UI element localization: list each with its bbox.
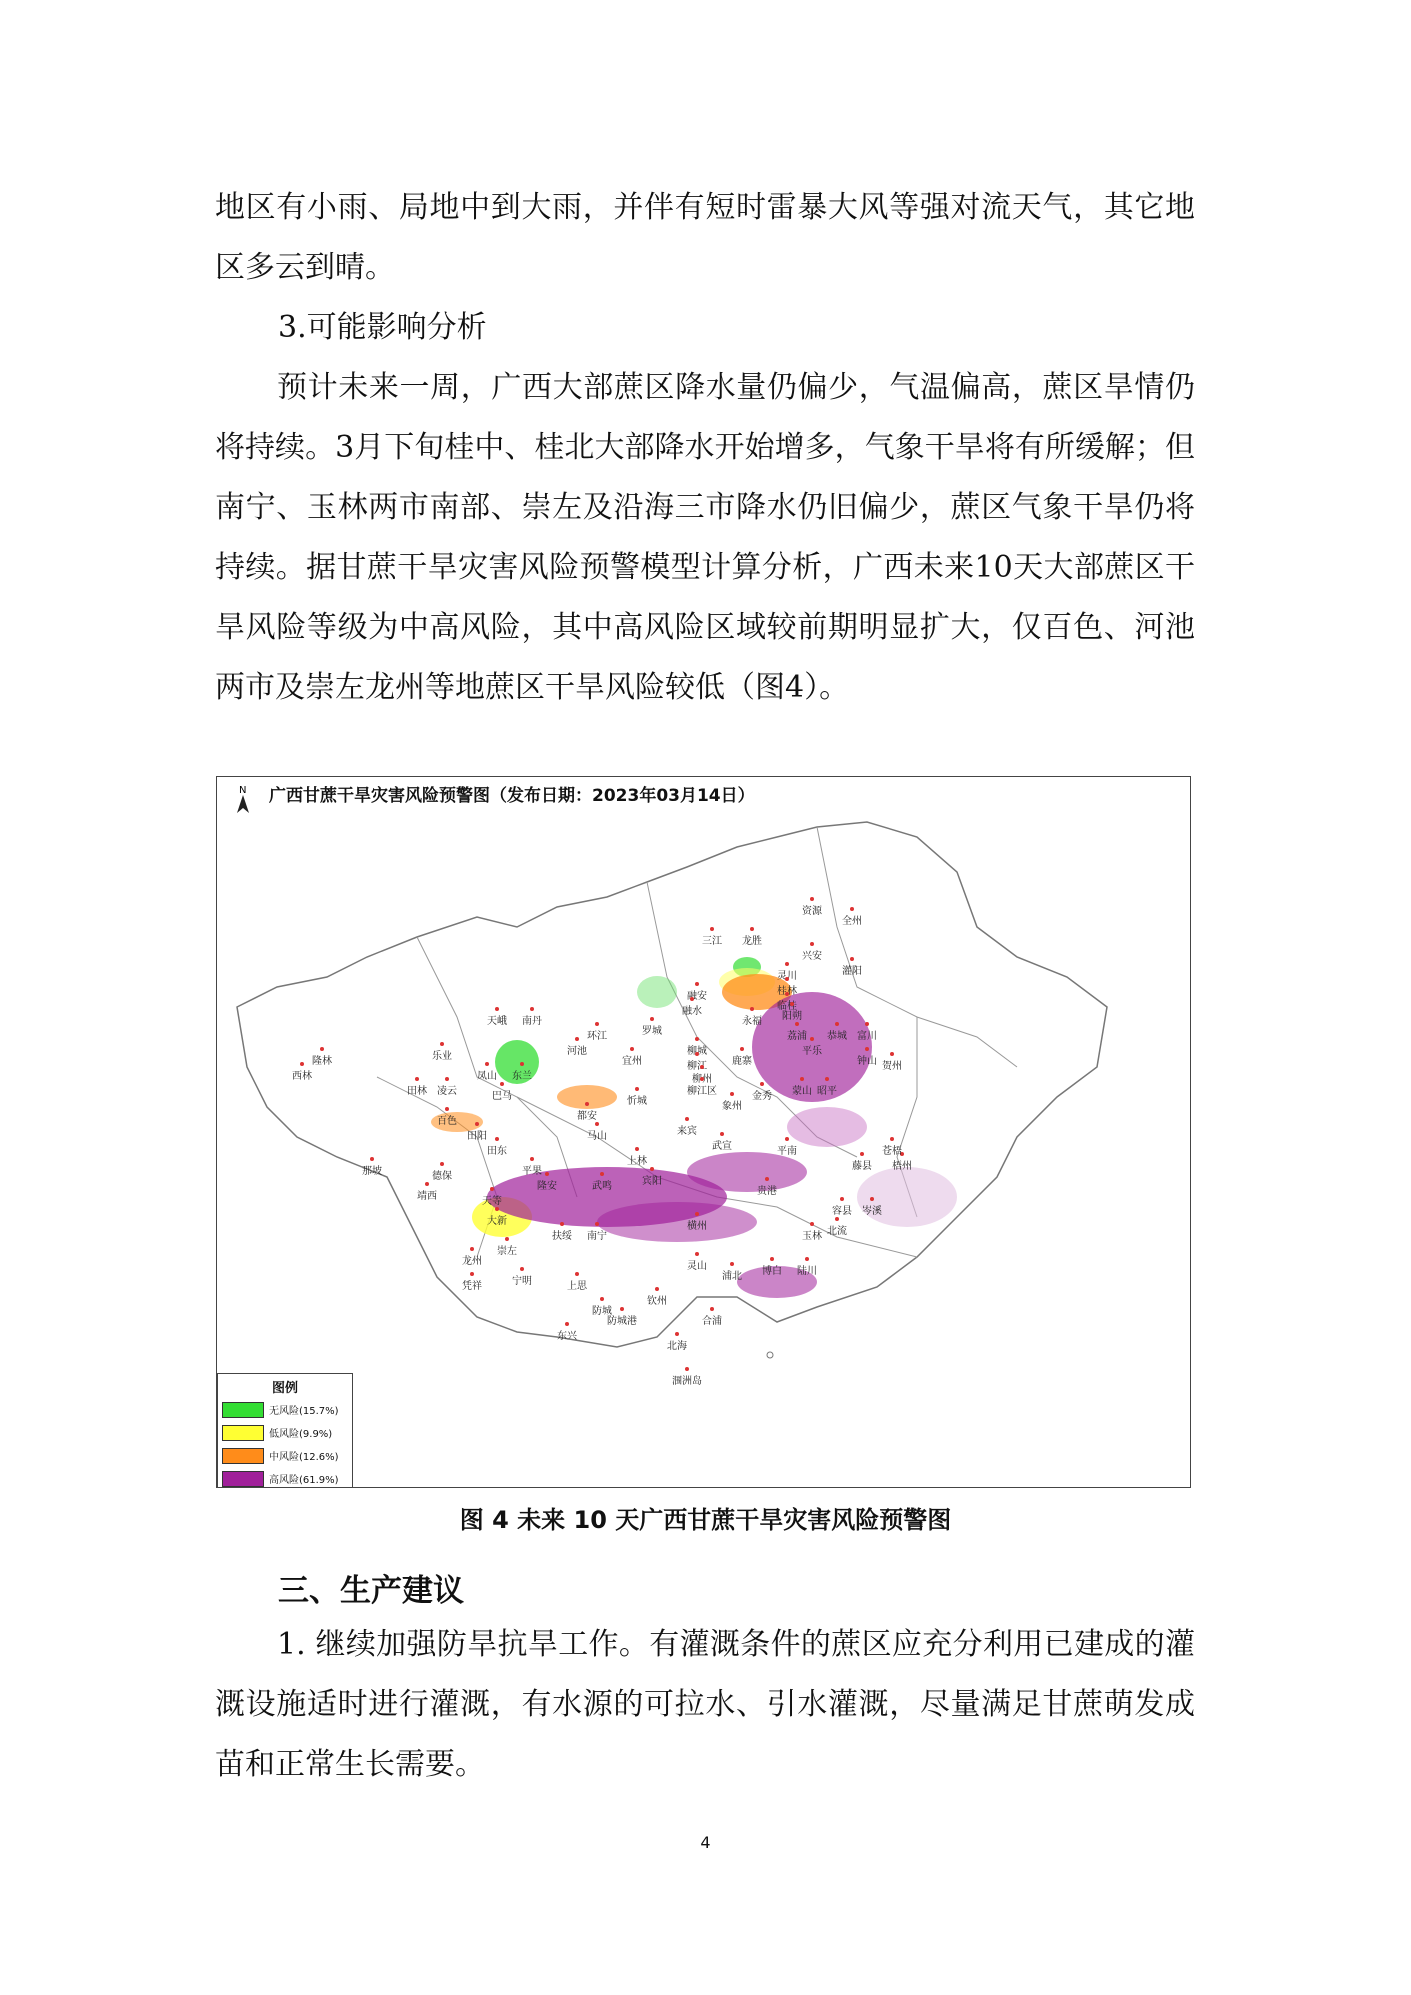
city-label: 钟山 xyxy=(857,1047,877,1067)
legend-swatch-medium-risk xyxy=(222,1448,264,1464)
city-label: 马山 xyxy=(587,1122,607,1142)
city-label: 河池 xyxy=(567,1037,587,1057)
map-legend xyxy=(217,1373,353,1488)
city-label: 横州 xyxy=(687,1212,707,1232)
city-label: 柳州 xyxy=(692,1065,712,1085)
city-label: 北流 xyxy=(827,1217,847,1237)
city-label: 南宁 xyxy=(587,1222,607,1242)
high-risk-area xyxy=(597,1202,757,1242)
city-label: 阳朔 xyxy=(782,1002,802,1022)
north-label: N xyxy=(239,785,247,796)
city-label: 来宾 xyxy=(677,1117,697,1137)
city-label: 东兴 xyxy=(557,1322,577,1342)
city-label: 金秀 xyxy=(752,1082,772,1102)
city-label: 忻城 xyxy=(627,1087,647,1107)
city-label: 蒙山 xyxy=(792,1077,812,1097)
city-label: 防城港 xyxy=(607,1307,637,1327)
legend-item xyxy=(222,1423,352,1442)
city-label: 田林 xyxy=(407,1077,427,1097)
city-label: 永福 xyxy=(742,1007,762,1027)
city-label: 贺州 xyxy=(882,1052,902,1072)
city-label: 宜州 xyxy=(622,1047,642,1067)
subheading-impact-analysis: 3.可能影响分析 xyxy=(278,310,487,345)
city-label: 龙胜 xyxy=(742,927,762,947)
city-label: 临桂 xyxy=(777,992,797,1012)
page-number: 4 xyxy=(700,1833,711,1852)
city-label: 德保 xyxy=(432,1162,452,1182)
city-label: 柳城 xyxy=(687,1037,707,1057)
high-risk-area xyxy=(687,1152,807,1192)
city-label: 北海 xyxy=(667,1332,687,1352)
weizhou-island xyxy=(767,1352,773,1358)
city-label: 鹿寨 xyxy=(732,1047,752,1067)
city-label: 扶绥 xyxy=(552,1222,572,1242)
city-label: 龙州 xyxy=(462,1247,482,1267)
city-label: 上思 xyxy=(567,1272,587,1292)
legend-swatch-low-risk xyxy=(222,1425,264,1441)
city-label: 防城 xyxy=(592,1297,612,1317)
city-label: 乐业 xyxy=(432,1042,452,1062)
city-label: 罗城 xyxy=(642,1017,662,1037)
city-label: 百色 xyxy=(437,1107,457,1127)
figure-caption: 图 4 未来 10 天广西甘蔗干旱灾害风险预警图 xyxy=(459,1506,952,1534)
legend-item xyxy=(222,1469,352,1488)
city-label: 陆川 xyxy=(797,1257,817,1277)
city-label: 融水 xyxy=(682,997,702,1017)
no-risk-area xyxy=(637,976,677,1008)
city-label: 凌云 xyxy=(437,1077,457,1097)
map-title: 广西甘蔗干旱灾害风险预警图（发布日期：2023年03月14日） xyxy=(269,786,755,806)
city-label: 靖西 xyxy=(417,1182,437,1202)
city-label: 浦北 xyxy=(722,1262,742,1282)
city-label: 天峨 xyxy=(487,1007,507,1027)
city-label: 田东 xyxy=(487,1137,507,1157)
paragraph-recommendation-1: 1. 继续加强防旱抗旱工作。有灌溉条件的蔗区应充分利用已建成的灌溉设施适时进行灌溉，有水源的可拉水、引水灌溉，尽量满足甘蔗萌发成苗和正常生长需要。 xyxy=(215,1627,1195,1782)
legend-item xyxy=(222,1446,352,1465)
city-label: 藤县 xyxy=(852,1152,872,1172)
city-label: 东兰 xyxy=(512,1062,532,1082)
city-label: 宾阳 xyxy=(642,1167,662,1187)
city-label: 武鸣 xyxy=(592,1172,612,1192)
city-label: 贵港 xyxy=(757,1177,777,1197)
city-label: 资源 xyxy=(802,897,822,917)
city-label: 全州 xyxy=(842,907,862,927)
city-label: 灵川 xyxy=(777,962,797,982)
city-label: 融安 xyxy=(687,982,707,1002)
city-label: 宁明 xyxy=(512,1267,532,1287)
city-label: 隆林 xyxy=(312,1047,332,1067)
city-label: 富川 xyxy=(857,1022,877,1042)
city-label: 上林 xyxy=(627,1147,647,1167)
legend-item xyxy=(222,1400,352,1419)
city-label: 岑溪 xyxy=(862,1197,882,1217)
legend-label: 无风险(15.7%) xyxy=(269,1406,339,1417)
city-label: 三江 xyxy=(702,927,722,947)
city-label: 环江 xyxy=(587,1022,607,1042)
city-label: 荔浦 xyxy=(787,1022,807,1042)
city-label: 钦州 xyxy=(647,1287,667,1307)
legend-label: 高风险(61.9%) xyxy=(269,1475,339,1486)
city-label: 都安 xyxy=(577,1102,597,1122)
city-label: 合浦 xyxy=(702,1307,722,1327)
city-label: 平乐 xyxy=(802,1037,822,1057)
guangxi-outline xyxy=(237,822,1107,1347)
city-label: 容县 xyxy=(832,1197,852,1217)
city-label: 平南 xyxy=(777,1137,797,1157)
city-label: 大新 xyxy=(487,1207,507,1227)
city-label: 武宣 xyxy=(712,1132,732,1152)
city-label: 天等 xyxy=(482,1187,502,1207)
city-label: 凤山 xyxy=(477,1062,497,1082)
high-risk-area xyxy=(787,1107,867,1147)
city-label: 凭祥 xyxy=(462,1272,482,1292)
city-label: 梧州 xyxy=(892,1152,912,1172)
city-label: 苍梧 xyxy=(882,1137,902,1157)
legend-label: 低风险(9.9%) xyxy=(269,1429,333,1440)
city-label: 巴马 xyxy=(492,1082,512,1102)
city-label: 玉林 xyxy=(802,1222,822,1242)
paragraph-continued: 地区有小雨、局地中到大雨，并伴有短时雷暴大风等强对流天气，其它地区多云到晴。 xyxy=(215,190,1195,285)
city-label: 田阳 xyxy=(467,1122,487,1142)
legend-swatch-high-risk xyxy=(222,1471,264,1487)
legend-label: 中风险(12.6%) xyxy=(269,1452,339,1463)
legend-swatch-no-risk xyxy=(222,1402,264,1418)
city-label: 柳江区 xyxy=(687,1077,717,1097)
city-label: 那坡 xyxy=(362,1157,382,1177)
city-label: 平果 xyxy=(522,1157,542,1177)
city-label: 博白 xyxy=(762,1257,782,1277)
risk-map-figure xyxy=(216,776,1191,1488)
city-label: 涠洲岛 xyxy=(672,1367,702,1387)
city-label: 崇左 xyxy=(497,1237,517,1257)
section-heading: 三、生产建议 xyxy=(278,1573,464,1609)
city-label: 桂林 xyxy=(777,977,797,997)
city-label: 昭平 xyxy=(817,1077,837,1097)
guangxi-map xyxy=(217,777,1190,1487)
city-label: 柳江 xyxy=(687,1052,707,1072)
legend-title: 图例 xyxy=(271,1381,298,1396)
city-label: 南丹 xyxy=(522,1007,542,1027)
city-label: 象州 xyxy=(722,1092,742,1112)
paragraph-impact-analysis: 预计未来一周，广西大部蔗区降水量仍偏少，气温偏高，蔗区旱情仍将持续。3月下旬桂中、桂北大部降水开始增多，气象干旱将有所缓解；但南宁、玉林两市南部、崇左及沿海三市降水仍旧偏少，蔗区气象干旱仍将持续。据甘蔗干旱灾害风险预警模型计算分析，广西未来10天大部蔗区干旱风险等级为中高风险，其中高风险区域较前期明显扩大，仅百色、河池两市及崇左龙州等地蔗区干旱风险较低（图4）。 xyxy=(215,370,1195,705)
city-label: 隆安 xyxy=(537,1172,557,1192)
city-label: 恭城 xyxy=(827,1022,847,1042)
city-label: 灌阳 xyxy=(842,957,862,977)
city-label: 灵山 xyxy=(687,1252,707,1272)
city-label: 西林 xyxy=(292,1062,312,1082)
city-label: 兴安 xyxy=(802,942,822,962)
